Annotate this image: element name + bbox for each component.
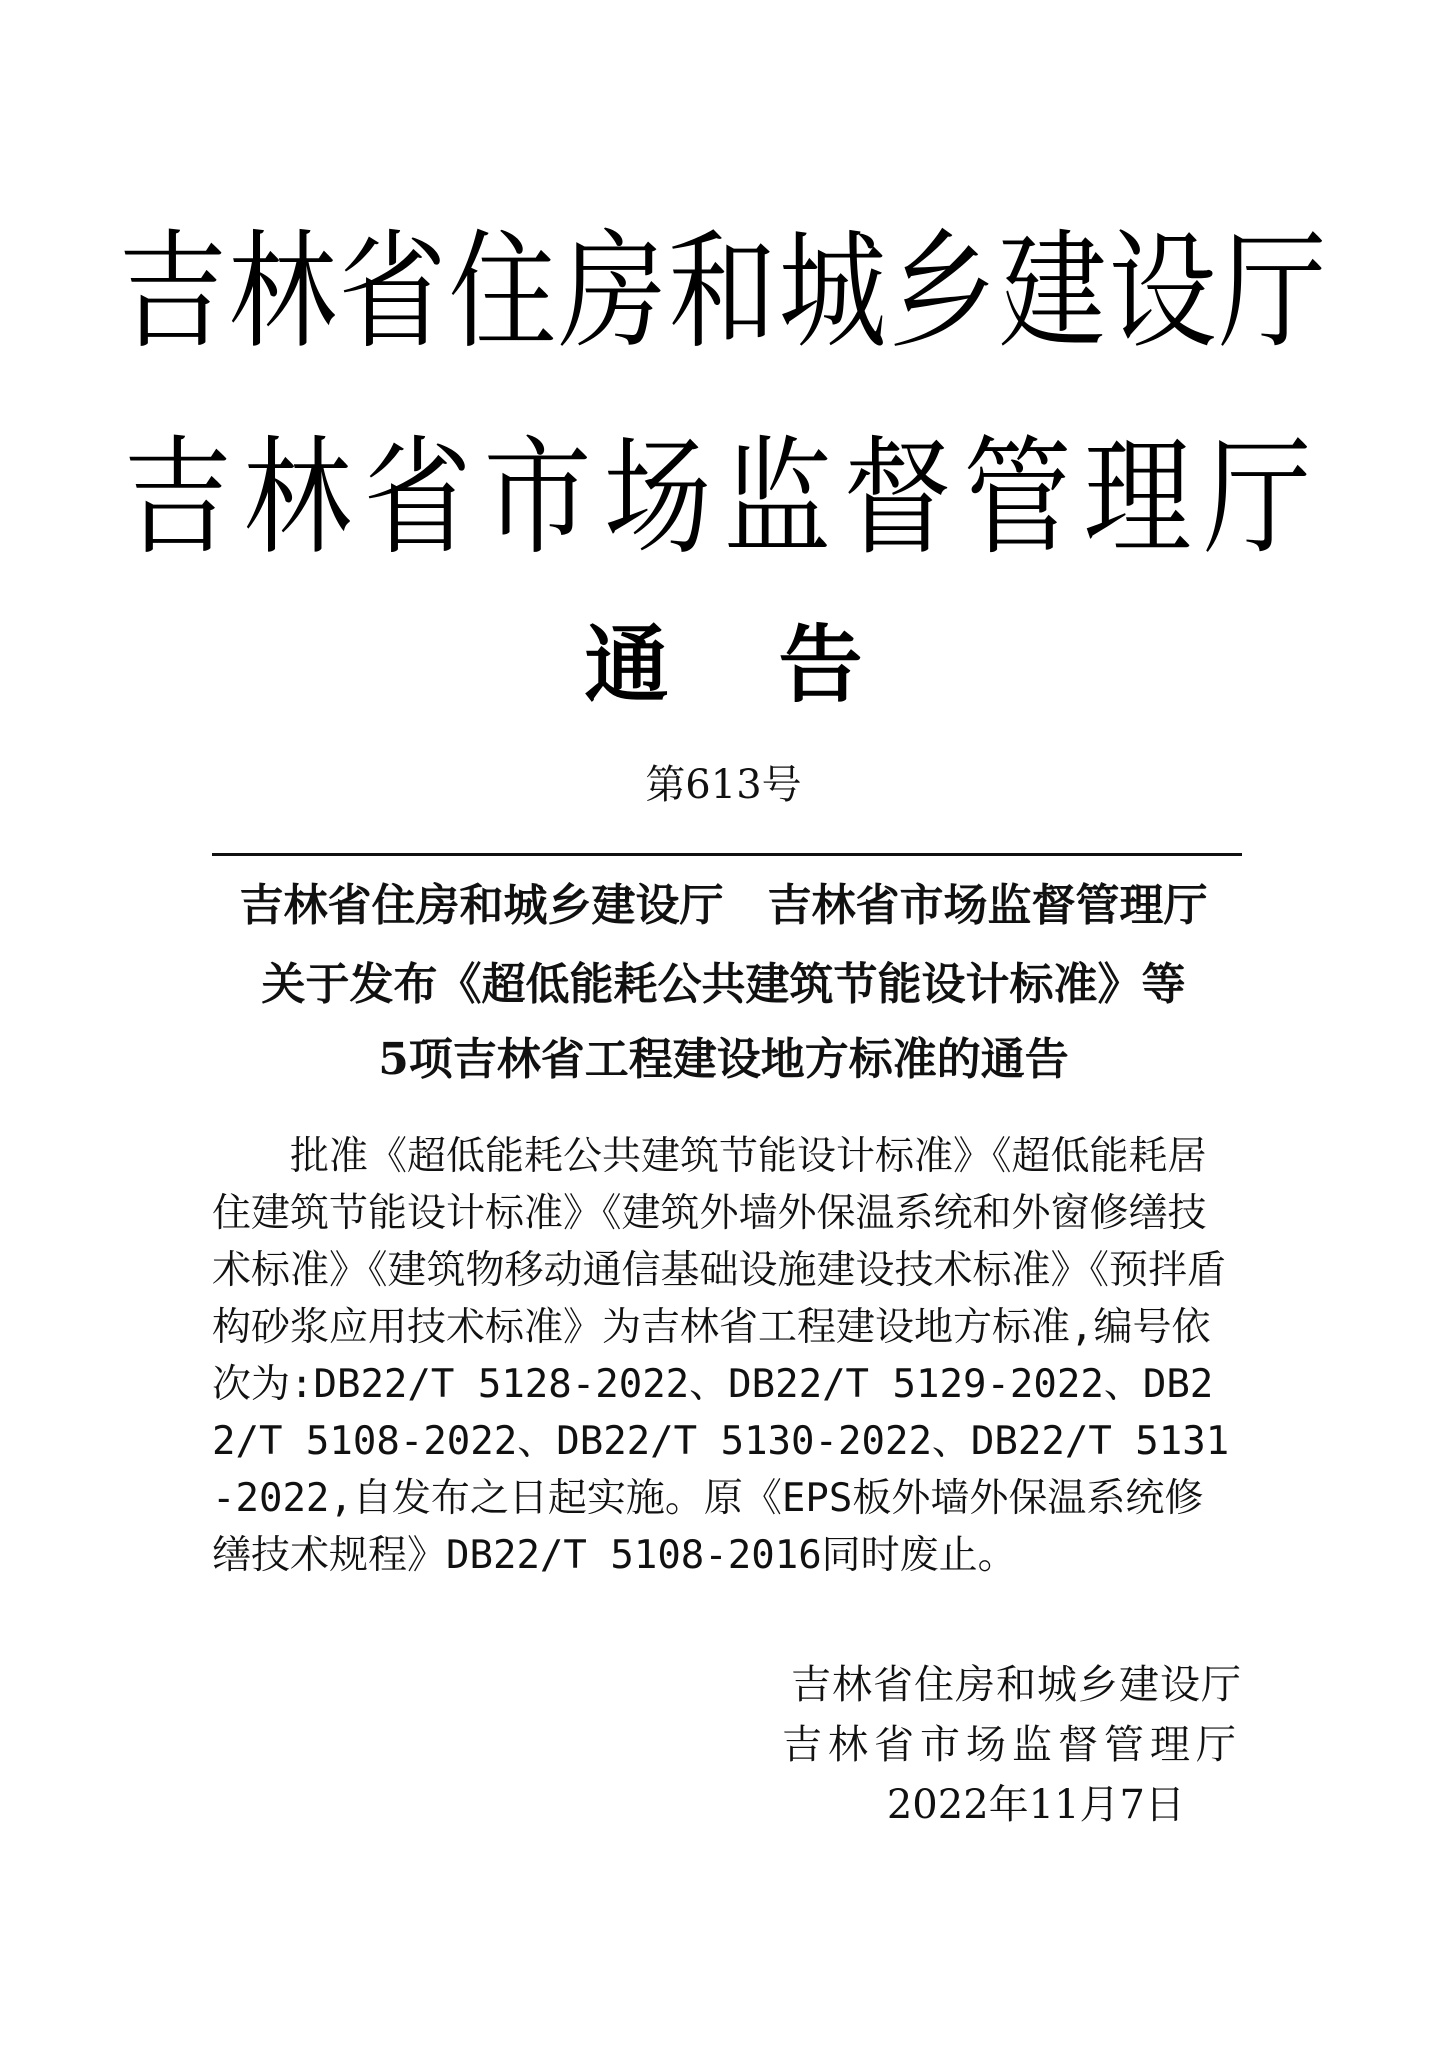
document-number: 第613号 [645,762,802,808]
notice-title-line-3: 5项吉林省工程建设地方标准的通告 [378,1034,1069,1085]
signature-issuer-housing: 吉林省住房和城乡建设厅 [791,1662,1242,1708]
document-type: 通告 [584,615,973,714]
notice-body-paragraph: 批准《超低能耗公共建筑节能设计标准》《超低能耗居住建筑节能设计标准》《建筑外墙外保温系统和外窗修缮技术标准》《建筑物移动通信基础设施建设技术标准》《预拌盾构砂浆应用技术标准》为吉林省工程建设地方标准,编号依次为:DB22/T 5128-2022、DB22/T 5129-2022、DB22/T 5108-2022、DB22/T 5130-2022、DB22/T 5131-2022,自发布之日起实施。原《EPS板外墙外保温系统修缮技术规程》DB22/T 5108-2016同时废止。 [212,1134,1230,1578]
notice-title-line-1: 吉林省住房和城乡建设厅 吉林省市场监督管理厅 [239,880,1208,931]
signature-issuer-market: 吉林省市场监督管理厅 [782,1722,1242,1768]
header-divider [212,853,1242,856]
issuer-heading-housing: 吉林省住房和城乡建设厅 [118,218,1329,367]
issuer-heading-market: 吉林省市场监督管理厅 [123,424,1324,573]
notice-title-line-2: 关于发布《超低能耗公共建筑节能设计标准》等 [261,959,1186,1010]
signature-date: 2022年11月7日 [886,1782,1185,1828]
